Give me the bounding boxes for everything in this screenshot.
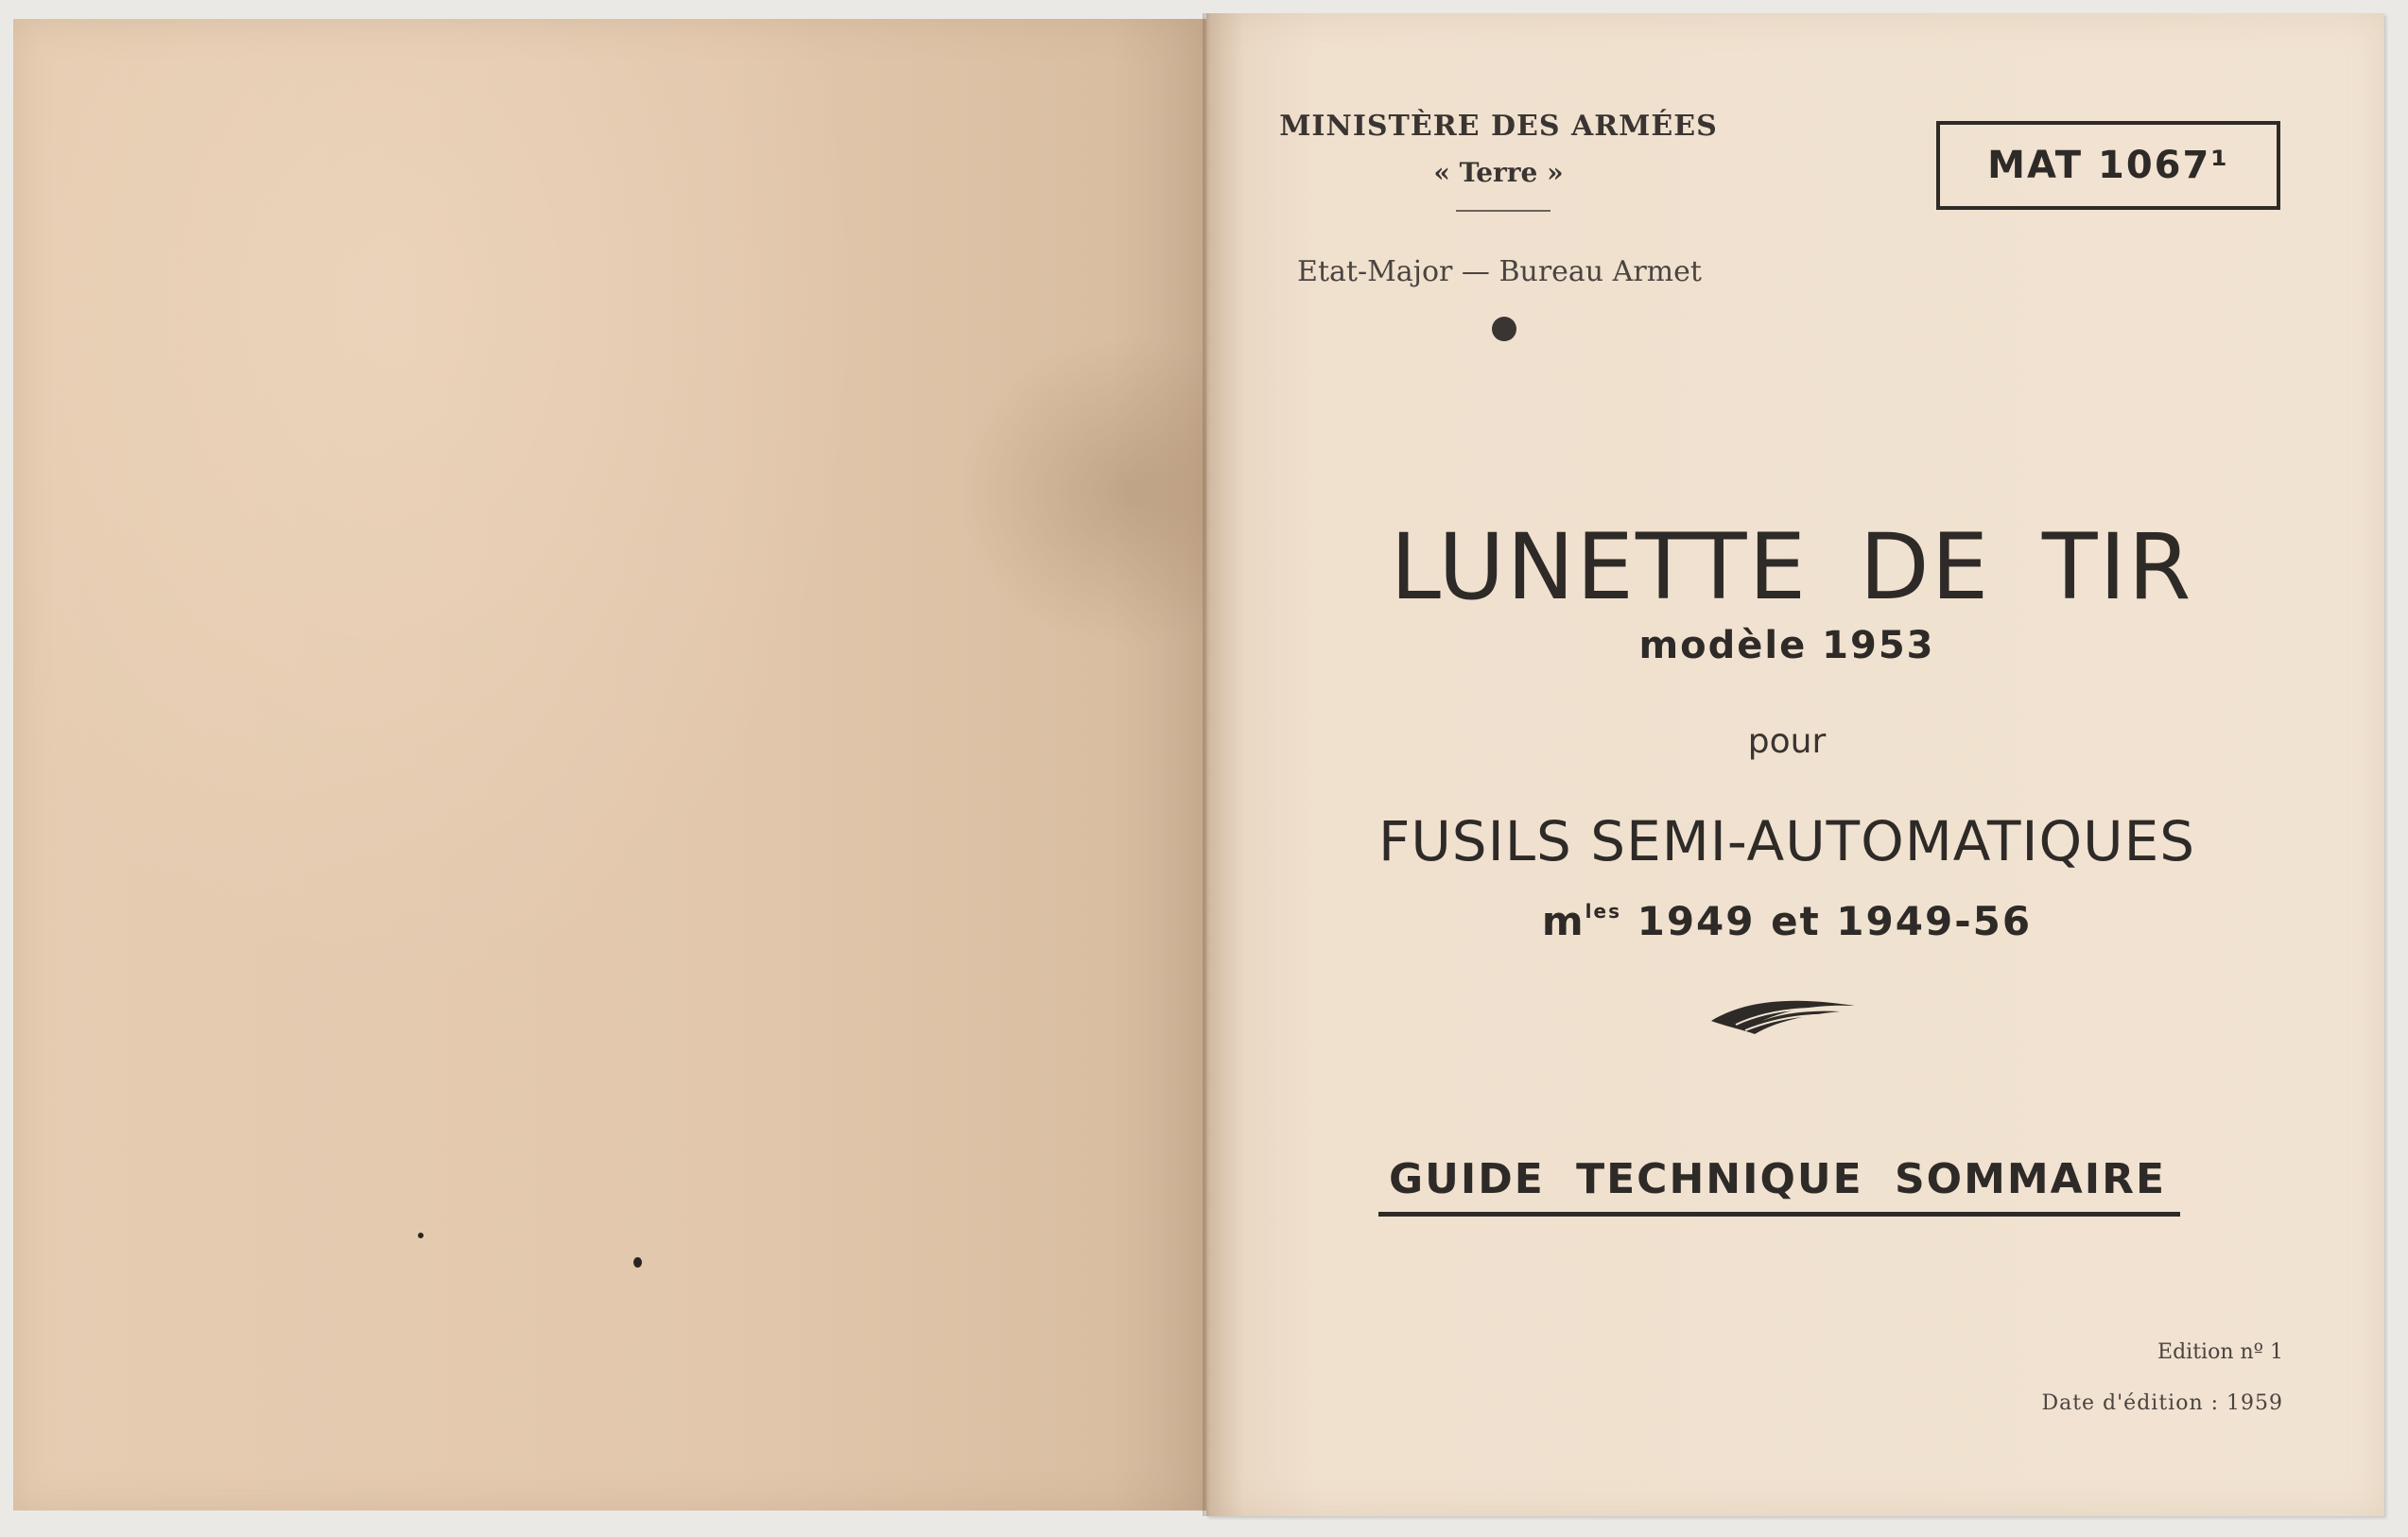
swoosh-ornament-icon xyxy=(1707,993,1861,1040)
guide-underline xyxy=(1378,1212,2180,1217)
models-prefix: m xyxy=(1541,898,1585,944)
paper-speck xyxy=(418,1233,424,1238)
models-years: 1949 et 1949-56 xyxy=(1637,898,2033,944)
title-page xyxy=(1206,13,2384,1516)
paper-speck xyxy=(633,1257,642,1268)
models-superscript: les xyxy=(1585,900,1621,923)
reference-box xyxy=(1936,121,2280,210)
booklet-spine xyxy=(1203,13,1210,1516)
ministry-heading: MINISTÈRE DES ARMÉES xyxy=(1279,110,1718,143)
document-title: LUNETTE DE TIR xyxy=(1390,514,2193,620)
booklet xyxy=(13,13,2384,1512)
reference-code: MAT 1067¹ xyxy=(1987,144,2229,187)
header-divider xyxy=(1456,210,1550,212)
guide-title: GUIDE TECHNIQUE SOMMAIRE xyxy=(1388,1155,2167,1203)
rifle-models-line xyxy=(1418,898,2156,944)
model-subtitle: modèle 1953 xyxy=(1638,624,1935,667)
bullet-dot-ornament xyxy=(1492,317,1516,341)
rifles-title: FUSILS SEMI-AUTOMATIQUES xyxy=(1377,809,2196,873)
connector-word: pour xyxy=(1747,722,1827,761)
edition-number: Edition nº 1 xyxy=(2157,1340,2283,1364)
edition-date: Date d'édition : 1959 xyxy=(2041,1391,2283,1415)
blank-left-page xyxy=(13,19,1206,1511)
department-line: Etat-Major — Bureau Armet xyxy=(1297,255,1702,288)
branch-label: « Terre » xyxy=(1433,157,1564,188)
